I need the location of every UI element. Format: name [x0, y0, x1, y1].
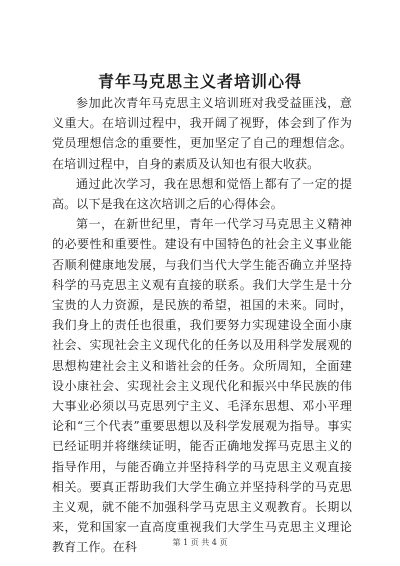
page-footer: 第 1 页 共 4 页 — [172, 538, 228, 547]
document-body — [52, 93, 352, 558]
paragraph-intro: 参加此次青年马克思主义培训班对我受益匪浅，意义重大。在培训过程中，我开阔了视野，体会到了作为党员理想信念的重要性，更加坚定了自己的理想信念。在培训过程中，自身的素质及认知也有很大收获。 — [52, 96, 352, 171]
document-title: 青年马克思主义者培训心得 — [97, 72, 302, 91]
paragraph-first-point: 第一，在新世纪里，青年一代学习马克思主义精神的必要性和重要性。建设有中国特色的社会主义事业能否顺利健康地发展，与我们当代大学生能否确立并坚持科学的马克思主义观有直接的联系。我们大学生是十分宝贵的人力资源，是民族的希望，祖国的未来。同时，我们身上的责任也很重，我们要努力实现建设全面小康社会、实现社会主义现代化的任务以及用科学发展观的思想构建社会主义和谐社会的任务。众所周知，全面建设小康社会、实现社会主义现代化和振兴中华民族的伟大事业必须以马克思列宁主义、毛泽东思想、邓小平理论和“三个代表”重要思想以及科学发展观为指导。事实已经证明并将继续证明，能否正确地发挥马克思主义的指导作用，与能否确立并坚持科学的马克思主义观直接相关。要真正帮助我们大学生确立并坚持科学的马克思主义观，就不能不加强科学马克思主义观教育。长期以来，党和国家一直高度重视我们大学生马克思主义理论教育工作。在科 — [52, 217, 352, 555]
paragraph-summary: 通过此次学习，我在思想和觉悟上都有了一定的提高。以下是我在这次培训之后的心得体会。 — [52, 176, 352, 212]
